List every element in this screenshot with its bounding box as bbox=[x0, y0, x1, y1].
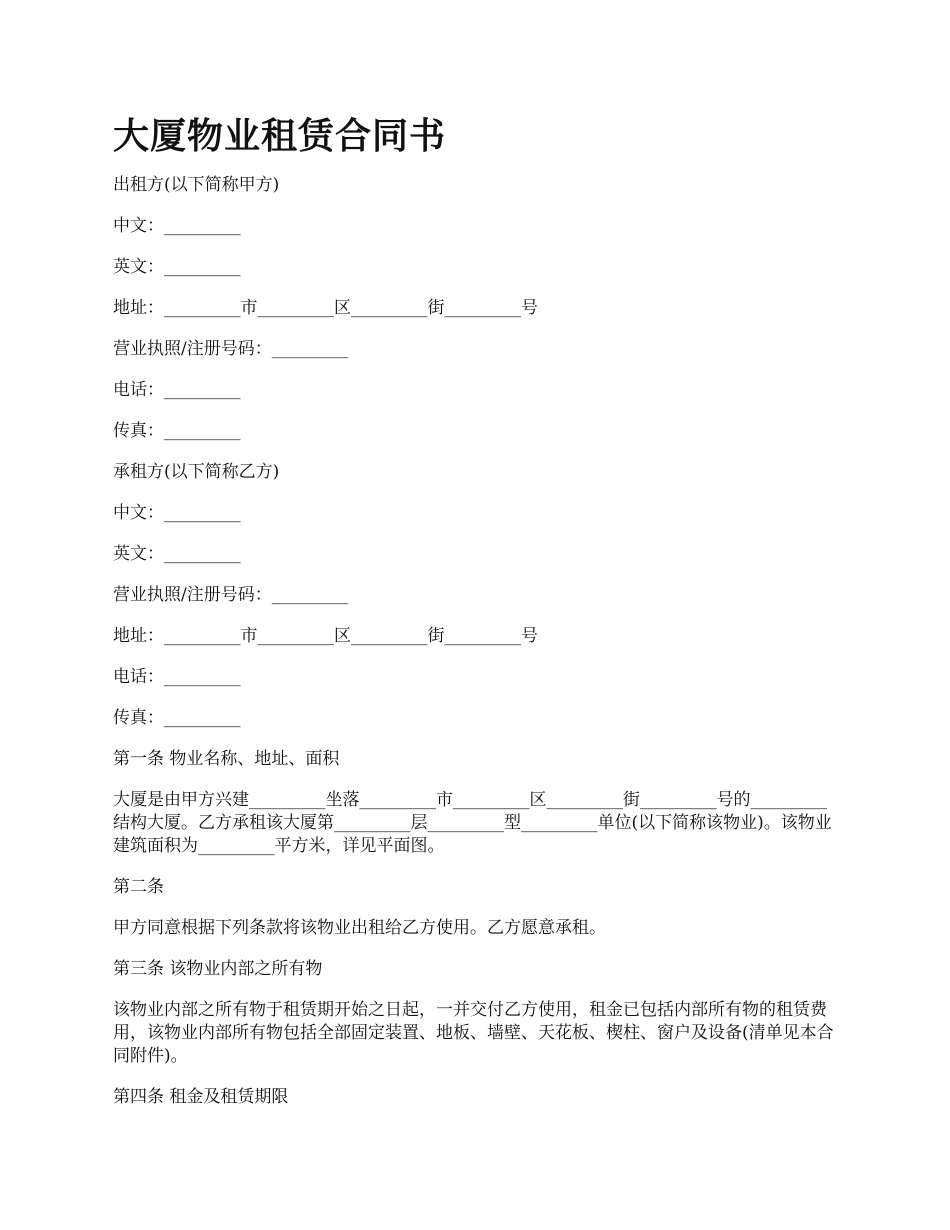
lessor-address: 地址：_________市_________区_________街_________号 bbox=[113, 298, 538, 318]
contract-page bbox=[113, 110, 840, 1127]
lessee-address: 地址：_________市_________区_________街_________号 bbox=[113, 626, 538, 646]
lessee-heading: 承租方(以下简称乙方) bbox=[113, 462, 280, 482]
lessor-chinese-name: 中文：_________ bbox=[113, 216, 241, 236]
lessee-english-name: 英文：_________ bbox=[113, 544, 241, 564]
lessor-phone: 电话：_________ bbox=[113, 380, 241, 400]
document-title: 大厦物业租赁合同书 bbox=[113, 115, 447, 157]
article-1-body: 大厦是由甲方兴建_________坐落_________市_________区_________街_________号的_________结构大厦。乙方承租该大厦第_________层_________型_________单位(以下简称该物业)。该物业建筑面积为_________平方米，详见平面图。 bbox=[113, 790, 832, 856]
article-1-heading: 第一条 物业名称、地址、面积 bbox=[113, 749, 340, 769]
article-2-heading: 第二条 bbox=[113, 877, 164, 897]
article-3-body: 该物业内部之所有物于租赁期开始之日起，一并交付乙方使用，租金已包括内部所有物的租赁费用，该物业内部所有物包括全部固定装置、地板、墙壁、天花板、楔柱、窗户及设备(清单见本合同附件)。 bbox=[113, 1000, 834, 1066]
lessee-fax: 传真：_________ bbox=[113, 708, 241, 728]
lessor-license-number: 营业执照/注册号码：_________ bbox=[113, 339, 349, 359]
lessor-fax: 传真：_________ bbox=[113, 421, 241, 441]
article-4-heading: 第四条 租金及租赁期限 bbox=[113, 1087, 289, 1107]
article-3-heading: 第三条 该物业内部之所有物 bbox=[113, 959, 323, 979]
lessee-license-number: 营业执照/注册号码：_________ bbox=[113, 585, 349, 605]
lessee-phone: 电话：_________ bbox=[113, 667, 241, 687]
lessee-chinese-name: 中文：_________ bbox=[113, 503, 241, 523]
lessor-heading: 出租方(以下简称甲方) bbox=[113, 175, 280, 195]
article-2-body: 甲方同意根据下列条款将该物业出租给乙方使用。乙方愿意承租。 bbox=[113, 918, 606, 938]
lessor-english-name: 英文：_________ bbox=[113, 257, 241, 277]
